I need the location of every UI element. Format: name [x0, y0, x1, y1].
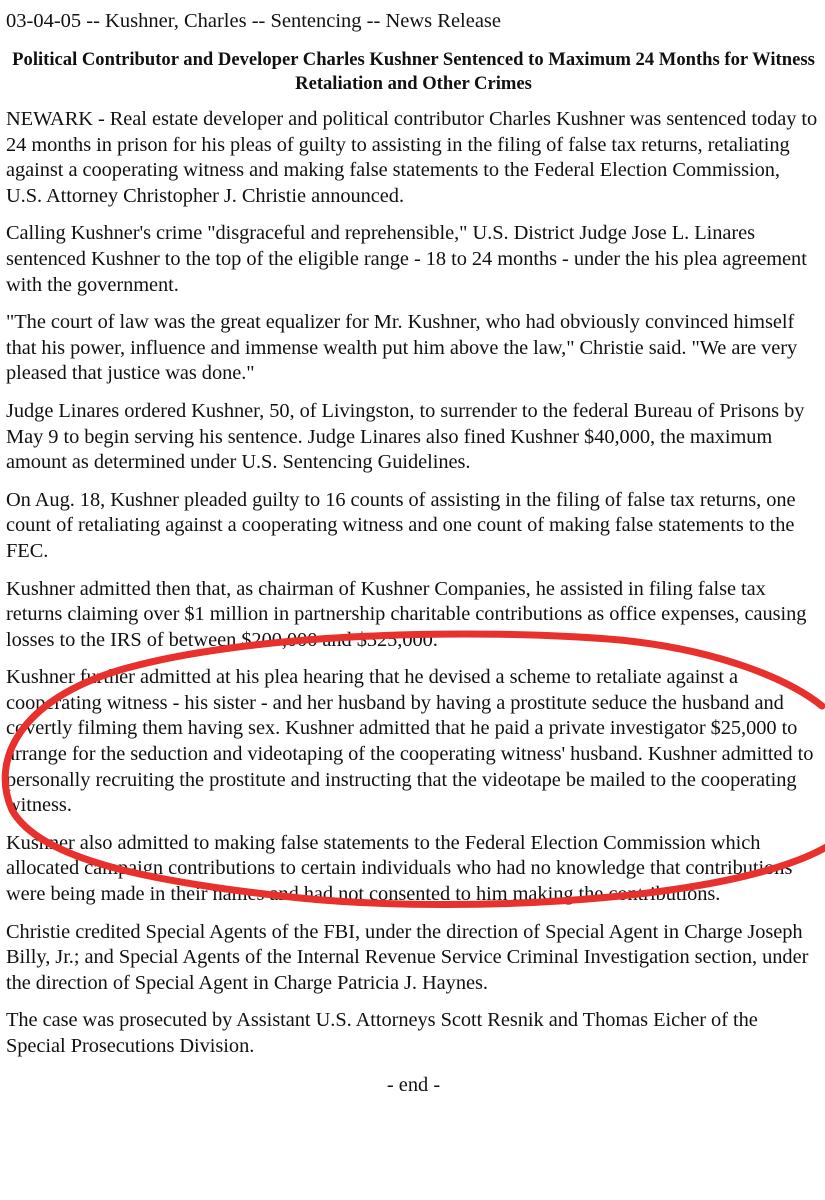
paragraph-fec-statements: Kushner also admitted to making false statements to the Federal Election Commission which allocated campaign contributions to certain individuals who had no knowledge that contributions were being made in their names and had not consented to him making the contributions. — [6, 831, 793, 906]
paragraph-prosecutors: The case was prosecuted by Assistant U.S. Attorneys Scott Resnik and Thomas Eicher of the Special Prosecutions Division. — [6, 1009, 758, 1057]
paragraph-tax-returns: Kushner admitted then that, as chairman of Kushner Companies, he assisted in filing false tax returns claiming over $1 million in partnership charitable contributions as office expenses, causing losses to the IRS of between $200,000 and $325,000. — [6, 577, 807, 651]
news-release — [6, 0, 821, 1098]
paragraph-guilty-plea: On Aug. 18, Kushner pleaded guilty to 16 counts of assisting in the filing of false tax returns, one count of retaliating against a cooperating witness and one count of making false statements to the FEC. — [6, 488, 796, 562]
paragraph-sentencing: NEWARK - Real estate developer and political contributor Charles Kushner was sentenced today to 24 months in prison for his pleas of guilty to assisting in the filing of false tax returns, retaliating against a cooperating witness and making false statements to the Federal Election Commission, U.S. Attorney Christopher J. Christie announced. — [6, 108, 818, 207]
paragraph-christie-quote: "The court of law was the great equalizer for Mr. Kushner, who had obviously convinced himself that his power, influence and immense wealth put him above the law," Christie said. "We are very pleased that justice was done." — [6, 311, 798, 385]
headline: Political Contributor and Developer Charles Kushner Sentenced to Maximum 24 Months for Witness Retaliation and Other Crimes — [12, 49, 815, 94]
end-marker: - end - — [386, 1073, 441, 1096]
dateline: 03-04-05 -- Kushner, Charles -- Sentencing -- News Release — [6, 10, 502, 32]
paragraph-judge-statement: Calling Kushner's crime "disgraceful and reprehensible," U.S. District Judge Jose L. Linares sentenced Kushner to the top of the eligible range - 18 to 24 months - under the his plea agreement with the government. — [6, 222, 807, 296]
paragraph-agents-credited: Christie credited Special Agents of the FBI, under the direction of Special Agent in Charge Joseph Billy, Jr.; and Special Agents of the Internal Revenue Service Criminal Investigation section, under the direction of Special Agent in Charge Patricia J. Haynes. — [6, 920, 809, 994]
paragraph-retaliation-scheme: Kushner further admitted at his plea hearing that he devised a scheme to retaliate against a cooperating witness - his sister - and her husband by having a prostitute seduce the husband and covertly filming them having sex. Kushner admitted that he paid a private investigator $25,000 to arrange for the seduction and videotaping of the cooperating witness' husband. Kushner admitted to personally recruiting the prostitute and instructing that the videotape be mailed to the cooperating witness. — [6, 666, 814, 817]
paragraph-surrender-fine: Judge Linares ordered Kushner, 50, of Livingston, to surrender to the federal Bureau of Prisons by May 9 to begin serving his sentence. Judge Linares also fined Kushner $40,000, the maximum amount as determined under U.S. Sentencing Guidelines. — [6, 399, 805, 474]
